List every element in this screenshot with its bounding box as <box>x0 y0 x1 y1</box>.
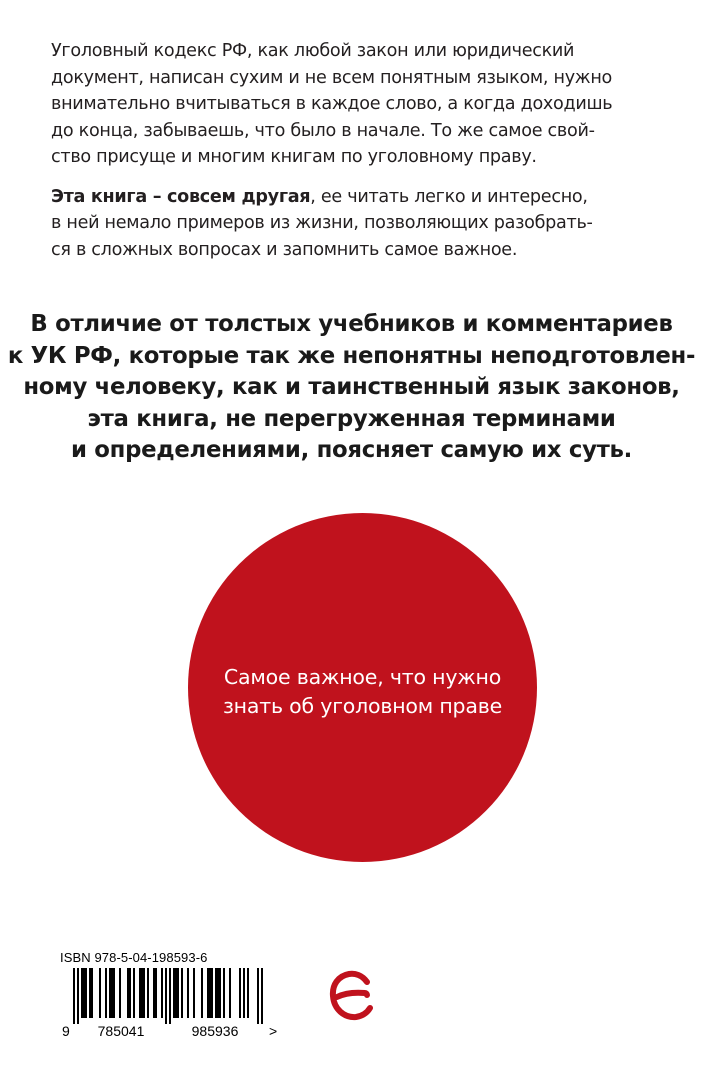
intro-paragraph-1 <box>51 38 671 171</box>
intro-line <box>51 184 671 211</box>
barcode-bar <box>177 968 179 1018</box>
barcode-bar <box>89 968 91 1018</box>
barcode-bar <box>247 968 249 1018</box>
barcode-bar <box>81 968 83 1018</box>
headline-line: к УК РФ, которые так же непонятны неподготовлен- <box>7 342 696 369</box>
eksmo-e-logo-icon <box>327 968 375 1024</box>
barcode-bar <box>243 968 245 1018</box>
barcode-bar <box>129 968 131 1018</box>
isbn-label: ISBN 978-5-04-198593-6 <box>60 950 208 965</box>
barcode-bar <box>139 968 141 1018</box>
barcode-bar <box>83 968 85 1018</box>
emphasis-text: Эта книга – совсем другая <box>51 186 311 207</box>
barcode-bar <box>187 968 189 1018</box>
barcode-digits: 785041 <box>97 1023 145 1039</box>
barcode-bar <box>127 968 129 1018</box>
barcode-bar <box>217 968 219 1018</box>
barcode-bar <box>201 968 203 1018</box>
barcode-bar <box>119 968 121 1018</box>
intro-line: ство присуще и многим книгам по уголовному праву. <box>51 147 537 167</box>
intro-line: ся в сложных вопросах и запомнить самое важное. <box>51 239 518 260</box>
intro-line-rest: , ее читать легко и интересно, <box>310 186 588 207</box>
circle-line: знать об уголовном праве <box>222 694 503 718</box>
barcode-bar <box>133 968 135 1018</box>
headline-line: ному человеку, как и таинственный язык законов, <box>23 374 680 400</box>
intro-line: внимательно вчитываться в каждое слово, а когда доходишь <box>51 94 613 114</box>
headline-line: В отличие от толстых учебников и комментариев <box>30 311 673 337</box>
barcode-bar <box>109 968 111 1018</box>
barcode-bar <box>91 968 93 1018</box>
barcode-bar <box>207 968 209 1018</box>
barcode-bar <box>113 968 115 1018</box>
barcode-digits: 9 <box>62 1023 70 1039</box>
intro-line: документ, написан сухим и не всем понятным языком, нужно <box>51 67 613 88</box>
barcode-bar <box>175 968 177 1018</box>
barcode-digits: > <box>269 1023 278 1039</box>
headline-line: эта книга, не перегруженная терминами <box>87 405 616 432</box>
barcode-bar <box>223 968 225 1018</box>
barcode-bar <box>257 968 259 1024</box>
barcode-bar <box>111 968 113 1018</box>
barcode-bar <box>193 968 195 1018</box>
barcode-bar <box>105 968 107 1018</box>
intro-line: до конца, забываешь, что было в начале. То же самое свой- <box>51 120 595 141</box>
barcode-bar <box>165 968 167 1024</box>
barcode-bar <box>239 968 241 1018</box>
barcode-bar <box>155 968 157 1018</box>
barcode-bar <box>161 968 163 1018</box>
headline-line: и определениями, поясняет самую их суть. <box>70 437 633 463</box>
barcode-bar <box>153 968 155 1018</box>
intro-paragraph-2 <box>51 184 671 264</box>
circle-text <box>188 663 537 721</box>
barcode-bar <box>215 968 217 1018</box>
barcode-digits: 985936 <box>191 1023 239 1039</box>
barcode-bar <box>85 968 87 1018</box>
headline-text <box>0 309 703 467</box>
barcode-bar <box>141 968 143 1018</box>
barcode-bar <box>99 968 101 1018</box>
barcode-bar <box>147 968 149 1018</box>
barcode-bar <box>219 968 221 1018</box>
barcode-bar <box>229 968 231 1018</box>
barcode-bar <box>173 968 175 1018</box>
barcode-bar <box>181 968 183 1018</box>
barcode-bar <box>169 968 171 1024</box>
barcode-bar <box>73 968 75 1024</box>
intro-text <box>51 38 671 263</box>
red-circle <box>188 513 537 862</box>
barcode-bar <box>77 968 79 1024</box>
isbn-barcode <box>60 968 285 1040</box>
intro-line: в ней немало примеров из жизни, позволяющих разобрать- <box>51 213 593 233</box>
intro-line: Уголовный кодекс РФ, как любой закон или юридический <box>51 41 575 61</box>
barcode-bar <box>209 968 211 1018</box>
circle-line: Самое важное, что нужно <box>223 665 502 689</box>
barcode-bar <box>261 968 263 1024</box>
barcode-bar <box>211 968 213 1018</box>
barcode-bar <box>143 968 145 1018</box>
